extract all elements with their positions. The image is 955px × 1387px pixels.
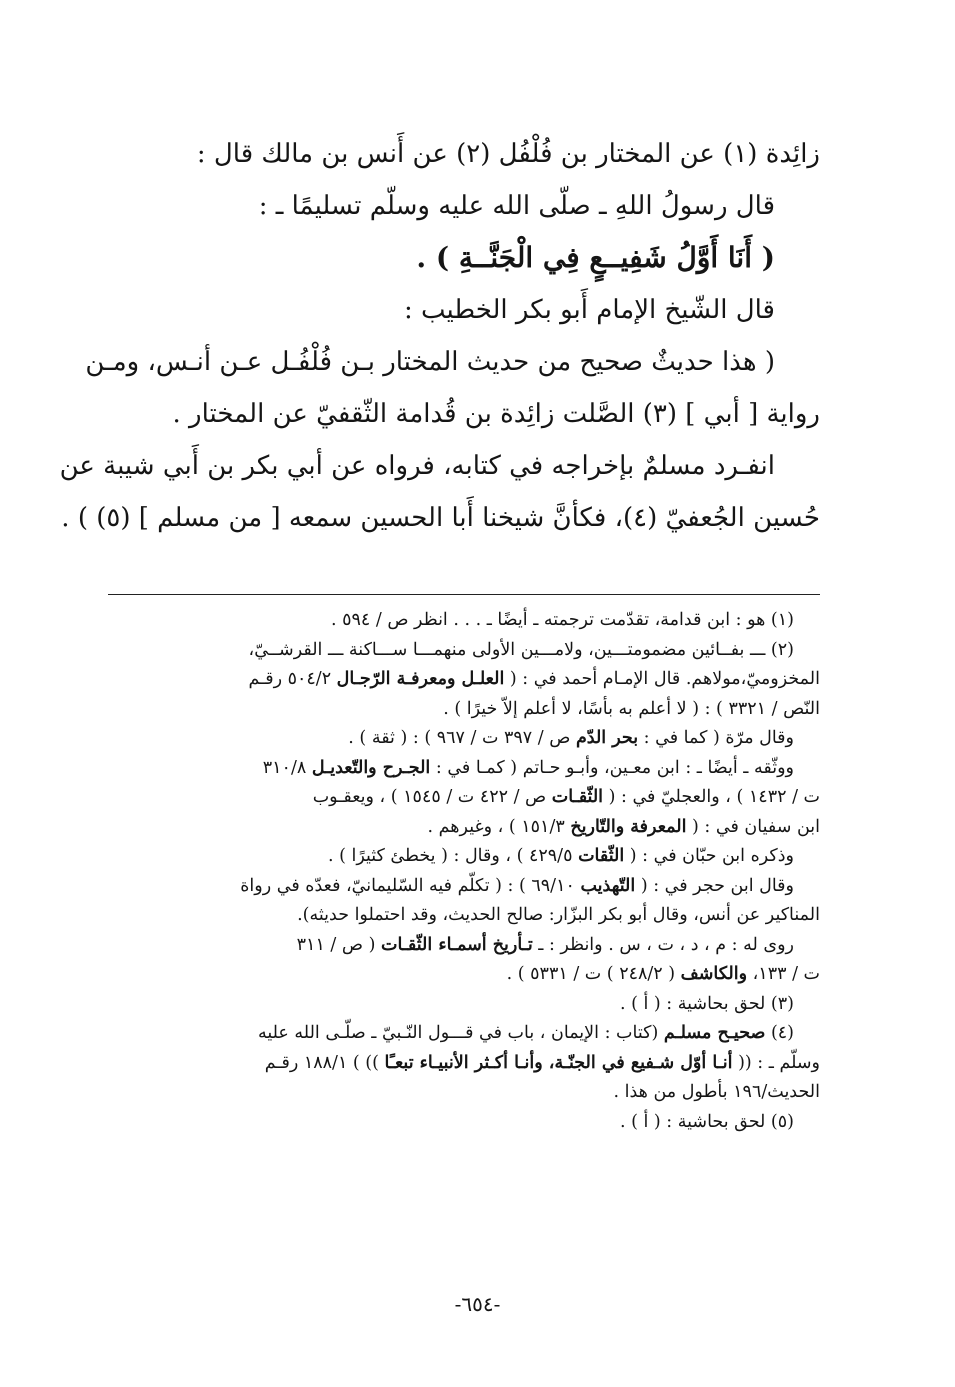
footnotes xyxy=(108,606,820,1137)
main-line: حُسين الجُعفيّ (٤)، فكأنَّ شيخنا أَبا الحسين سمعه [ من مسلم ] (٥) ) . xyxy=(61,503,820,533)
footnote-line: (١) هو : ابن قدامة، تقدّمت ترجمته ـ أيضًا ـ . . . انظر ص / ٥٩٤ . xyxy=(330,610,794,630)
main-line: رواية [ أبي ] (٣) الصَّلت زائِدة بن قُدامة الثّقفيّ عن المختار . xyxy=(172,399,820,429)
footnote-line: وقال ابن حجر في : ( التّهذيب ٦٩/١٠ ) : ( تكلّم فيه السّليمانيّ، فعدّه في رواة xyxy=(240,875,794,896)
book-title: والكاشف xyxy=(680,964,748,984)
footnote-line: وسلّم ـ : (( أنـا أوّل شـفيع في الجنّـة، وأنـا أكـثر الأنبيـاء تبعـًا )) ) ١٨٨/١ رقـم xyxy=(264,1052,820,1073)
footnote-line: المخزوميّ،مولاهم. قال الإمـام أحمد في : ( العلـل ومعرفـة الرّجـال ٥٠٤/٢ رقـم xyxy=(248,669,820,689)
footnote-line: الحديث/١٩٦ بأطول من هذا . xyxy=(613,1082,820,1102)
book-title: بحر الدّم xyxy=(575,728,639,748)
footnote-line: (٤) صحيـح مسلـم (كتاب : الإيمان ، باب في قـــول النّـبيّ ـ صلّـى الله عليه xyxy=(257,1023,794,1043)
book-title: الثّقـات xyxy=(551,787,604,807)
footnote-line: (٢) ـــ بفــائين مضمومتـــين، ولامـــين الأولى منهمـــا ســـاكنة ـــ القرشــيّ، xyxy=(248,639,794,660)
footnote-line: وقال مرّة ( كما في : بحر الدّم ص / ٣٩٧ ت / ٩٦٧ ) : ( ثقة ) . xyxy=(348,728,794,748)
hadith-quote: أنـا أوّل شـفيع في الجنّـة، وأنـا أكـثر الأنبيـاء تبعـًا xyxy=(384,1052,733,1073)
book-title: المعرفة والتّاريخ xyxy=(570,816,687,837)
footnote-line: ت / ١٣٣، والكاشف ( ٢٤٨/٢ ) ت / ٥٣٣١ ) . xyxy=(506,964,820,984)
footnote-line: النّص / ٣٣٢١ ) : ( لا أعلم به بأسًا، لا أعلم إلاّ خيرًا ) . xyxy=(443,698,820,719)
book-title: الجـرح والتّعديـل xyxy=(311,757,431,778)
footnote-line: ووثّقه ـ أيضًا ـ : ابن معـين، وأبـو حـاتم ( كمـا في : الجـرح والتّعديـل ٣١٠/٨ xyxy=(262,757,794,778)
book-title: التّهذيب xyxy=(580,875,636,896)
main-line: زائِدة (١) عن المختار بن فُلْفُل (٢) عن أَنس بن مالك قال : xyxy=(196,139,820,169)
footnote-line: ابن سفيان في : ( المعرفة والتّاريخ ١٥١/٣ ) ، وغيرهم . xyxy=(427,816,820,837)
main-line: قال رسولُ اللهِ ـ صلّى الله عليه وسلّم تسليمًا ـ : xyxy=(258,191,775,221)
hadith-text: ( أَنَا أَوَّلُ شَفِيــعٍ فِي الْجَنَّــةِ ) . xyxy=(416,241,775,274)
book-title: تـأريخ أسمـاء الثّقـات xyxy=(380,934,533,955)
main-line: ( هذا حديثٌ صحيح من حديث المختار بـن فُلْفُـل عـن أنـس، ومـن xyxy=(85,347,775,377)
book-title: صحيـح مسلـم xyxy=(663,1023,766,1043)
book-title: الثّقات xyxy=(578,846,625,866)
main-line: قال الشّيخ الإمام أَبو بكر الخطيب : xyxy=(403,295,775,325)
footnote-line: (٥) لحق بحاشية : ( أ ) . xyxy=(619,1111,794,1132)
footnote-line: ت / ١٤٣٢ ) ، والعجليّ في : ( الثّقـات ص / ٤٢٢ ت / ١٥٤٥ ) ، ويعقـوب xyxy=(312,787,820,807)
page-number: -٦٥٤- xyxy=(454,1292,501,1316)
main-line: انفـرد مسلمٌ بإخراجه في كتابه، فرواه عن أبي بكر بن أَبي شيبة عن xyxy=(59,451,775,481)
footnote-line: روى له : م ، د ، ت ، س . وانظر : ـ تـأريخ أسمـاء الثّقـات ( ص / ٣١١ xyxy=(296,934,794,955)
footnote-line: المناكير عن أنس، وقال أبو بكر البزّار: صالح الحديث، وقد احتملوا حديثه). xyxy=(297,905,820,925)
footnote-line: (٣) لحق بحاشية : ( أ ) . xyxy=(619,993,794,1014)
main-text xyxy=(59,128,820,544)
footnote-line: وذكره ابن حبّان في : ( الثّقات ٤٢٩/٥ ) ، وقال : ( يخطئ كثيرًا ) . xyxy=(327,846,794,866)
book-title: العلـل ومعرفـة الرّجـال xyxy=(336,669,505,689)
footnote-separator xyxy=(108,594,820,595)
